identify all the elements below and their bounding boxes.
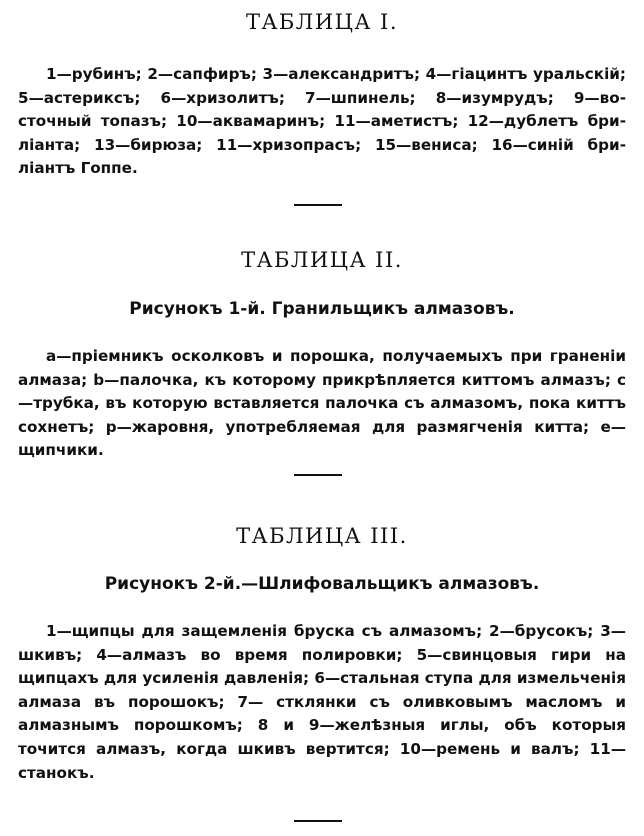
table-2-title: ТАБЛИЦА II.	[241, 248, 403, 272]
table-2-figure-caption: Рисунокъ 1-й. Гранильщикъ алмазовъ.	[129, 299, 515, 319]
table-3-title: ТАБЛИЦА III.	[236, 524, 408, 548]
section-divider	[294, 474, 342, 476]
table-3-legend: 1—щипцы для защемленія бруска съ алмазомъ; 2—брусокъ; 3—шкивъ; 4—алмазъ во время полировки; 5—свинцовыя гири на щипцахъ для усиленія давленія; 6—стальная ступа для измельченія алмаза въ порошокъ; 7— стклянки съ оливковымъ масломъ и алмазнымъ порошкомъ; 8 и 9—желѣзныя иглы, объ которыя точится алмазъ, когда шкивъ вертится; 10—ремень и валъ; 11—станокъ.	[18, 622, 626, 782]
section-divider	[294, 204, 342, 206]
section-divider	[294, 820, 342, 822]
table-3-figure-caption: Рисунокъ 2-й.—Шлифовальщикъ алмазовъ.	[104, 574, 540, 594]
table-1-title: ТАБЛИЦА I.	[245, 10, 399, 34]
table-1-legend: 1—рубинъ; 2—сапфиръ; 3—александритъ; 4—гіацинтъ уральскій; 5—астериксъ; 6—хризолитъ; 7—шпинель; 8—изумрудъ; 9—восточный топазъ; 10—аквамаринъ; 11—аметистъ; 12—дублетъ бриліанта; 13—бирюза; 11—хризопрасъ; 15—вениса; 16—синій бриліантъ Гоппе.	[18, 65, 626, 178]
table-2-legend: а—пріемникъ осколковъ и порошка, получаемыхъ при граненіи алмаза; b—палочка, къ которому прикрѣпляется киттомъ алмазъ; с—трубка, въ которую вставляется палочка съ алмазомъ, пока киттъ сохнетъ; р—жаровня, употребляемая для размягченія китта; е—щипчики.	[18, 347, 626, 460]
